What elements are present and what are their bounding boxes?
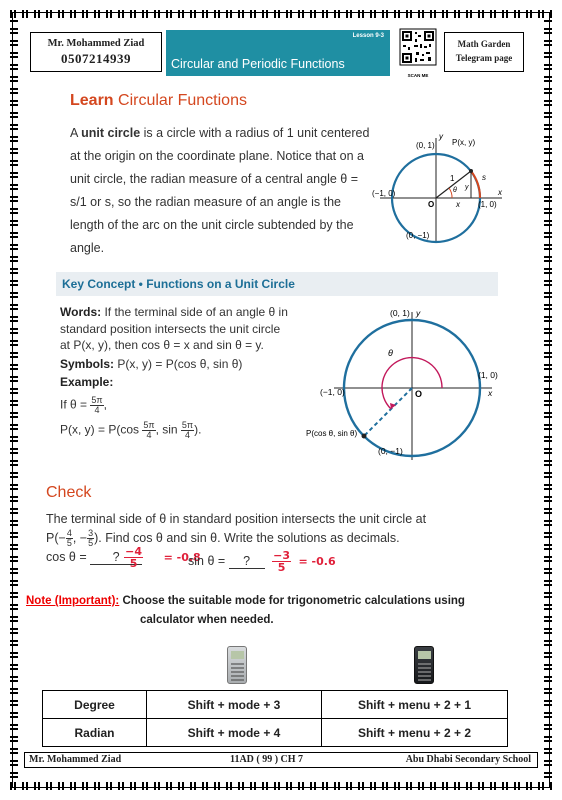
- d1-label-theta: θ: [453, 187, 457, 194]
- cos-decimal: = -0.8: [163, 551, 201, 564]
- qr-code-icon: [396, 28, 440, 70]
- calc1-cell: Shift + mode + 4: [147, 719, 322, 747]
- kc-frac-theta: [90, 396, 103, 415]
- d1-label-one: 1: [450, 174, 455, 183]
- d1-label-right: (1, 0): [478, 200, 497, 209]
- kc-example-if-text: If θ =: [60, 397, 88, 412]
- kc-frac-den: 4: [94, 404, 100, 415]
- d2-label-right: (1, 0): [478, 370, 498, 380]
- kc-frac-num: 5π: [91, 394, 103, 405]
- author-phone: 0507214939: [61, 51, 131, 66]
- sin-label: sin θ =: [188, 553, 229, 568]
- check-problem: [46, 510, 506, 548]
- d1-label-top: (0, 1): [416, 141, 435, 150]
- footer-school: Abu Dhabi Secondary School: [405, 754, 531, 765]
- cos-label: cos θ =: [46, 550, 91, 564]
- mode-cell: Degree: [43, 691, 147, 719]
- kc-frac-sin-num: 5π: [181, 419, 194, 430]
- calc1-cell: Shift + mode + 3: [147, 691, 322, 719]
- qr-code[interactable]: [396, 28, 440, 78]
- mode-cell: Radian: [43, 719, 147, 747]
- kc-symbols-label: Symbols:: [60, 356, 115, 371]
- d1-label-x: x: [456, 200, 460, 209]
- check-text-line2: [46, 529, 506, 548]
- table-row: [43, 691, 508, 719]
- kc-frac-sin-den: 4: [185, 429, 191, 440]
- sin-handwritten-frac: [272, 550, 291, 573]
- sin-decimal: = -0.6: [298, 554, 336, 568]
- kc-example-if: If θ = $\frac{5\pi}{4}$ ,: [60, 394, 107, 415]
- note-label: Note (Important):: [26, 595, 120, 607]
- cos-ans-num: −4: [125, 545, 142, 558]
- author-box: [30, 32, 162, 72]
- d2-label-x: x: [488, 388, 493, 398]
- kc-frac-sin: [181, 421, 194, 440]
- kc-words-label: Words:: [60, 305, 102, 319]
- telegram-line1: Math Garden: [457, 39, 511, 49]
- d2-label-top: (0, 1): [390, 308, 410, 318]
- calc2-cell: Shift + menu + 2 + 2: [322, 719, 508, 747]
- d2-label-theta: θ: [388, 348, 393, 358]
- note-text2: calculator when needed.: [140, 614, 274, 626]
- telegram-line2: Telegram page: [455, 53, 513, 63]
- check-p-label: P(−: [46, 531, 66, 545]
- calculator-modes-table: [42, 690, 508, 747]
- d1-label-x-axis: x: [498, 188, 502, 197]
- calculator-black-icon: [414, 646, 434, 684]
- cos-handwritten-frac: [124, 546, 143, 569]
- kc-example-sin: , sin: [155, 422, 181, 437]
- lesson-title: Circular and Periodic Functions: [171, 57, 345, 71]
- kc-example-px: P(x, y) = P(cos: [60, 422, 143, 437]
- lesson-number: Lesson 9-3: [352, 33, 384, 39]
- d1-label-yseg: y: [465, 184, 469, 191]
- check-sep: , −: [72, 531, 88, 545]
- footer-author: Mr. Mohammed Ziad: [29, 754, 122, 765]
- check-y-den: 5: [88, 538, 94, 549]
- d2-label-y: y: [416, 308, 421, 318]
- cos-blank-mark: ?: [112, 550, 120, 564]
- kc-example-label-text: Example:: [60, 375, 114, 389]
- d1-label-s: s: [482, 173, 486, 182]
- table-row: [43, 719, 508, 747]
- unit-circle-example-diagram: [304, 304, 504, 464]
- calc2-cell: Shift + menu + 2 + 1: [322, 691, 508, 719]
- telegram-box: [444, 32, 524, 72]
- calculator-silver-icon: [227, 646, 247, 684]
- d2-label-o: O: [415, 389, 423, 399]
- check-text-line1: The terminal side of θ in standard position intersects the unit circle at: [46, 512, 427, 526]
- key-concept-header: Key Concept • Functions on a Unit Circle: [56, 272, 498, 296]
- kc-words: [60, 304, 290, 354]
- d1-label-y: y: [439, 132, 443, 141]
- kc-frac-cos: [142, 421, 155, 440]
- kc-frac-cos-den: 4: [146, 429, 152, 440]
- learn-paragraph: [70, 122, 378, 260]
- unit-circle-term: unit circle: [81, 126, 141, 140]
- sin-blank[interactable]: [229, 554, 265, 569]
- check-text2: ). Find cos θ and sin θ. Write the solutions as decimals.: [94, 531, 400, 545]
- note-text1: Choose the suitable mode for trigonometric calculations using: [119, 595, 465, 607]
- d1-label-o: O: [428, 200, 435, 209]
- d2-label-left: (−1, 0): [320, 387, 345, 397]
- sin-ans-num: −3: [273, 549, 291, 562]
- lesson-banner: [166, 30, 390, 76]
- d1-label-bottom: (0, −1): [406, 231, 430, 240]
- check-frac-x: [66, 529, 73, 548]
- learn-label: Learn: [70, 92, 114, 109]
- d1-label-left: (−1, 0): [372, 189, 396, 198]
- unit-circle-diagram: [372, 128, 512, 244]
- check-heading: Check: [46, 484, 92, 501]
- check-x-den: 5: [66, 538, 72, 549]
- cos-ans-den: 5: [129, 557, 138, 570]
- d1-label-p: P(x, y): [452, 138, 476, 147]
- footer: [24, 752, 538, 768]
- learn-heading: [70, 92, 247, 110]
- kc-example-close: ).: [194, 422, 202, 437]
- kc-frac-cos-num: 5π: [143, 419, 155, 430]
- author-name: Mr. Mohammed Ziad: [47, 38, 145, 49]
- cos-blank[interactable]: [90, 545, 142, 570]
- kc-symbols: [60, 356, 290, 373]
- d2-label-bottom: (0, −1): [378, 446, 403, 456]
- kc-symbols-text: P(x, y) = P(cos θ, sin θ): [114, 356, 243, 371]
- cos-answer: [46, 545, 201, 570]
- sin-answer: [188, 550, 336, 573]
- check-y-num: 3: [88, 528, 94, 539]
- key-concept-body: [60, 304, 290, 440]
- learn-text-rest: is a circle with a radius of 1 unit centered at the origin on the coordinate plane. Notice that on a unit circle, the radian measure of a central angle θ = s/1 or s, so the radian measure of an angle is the length of the arc on the unit circle subtended by the angle.: [70, 126, 370, 255]
- kc-words-text: If the terminal side of an angle θ in standard position intersects the unit circle at P(x, y), then cos θ = x and sin θ = y.: [60, 305, 288, 352]
- footer-code: 11AD ( 99 ) CH 7: [230, 754, 304, 765]
- important-note: [26, 592, 465, 630]
- d2-label-p: P(cos θ, sin θ): [306, 429, 358, 438]
- qr-caption: SCAN ME: [407, 73, 429, 78]
- kc-example-label: [60, 374, 290, 391]
- sin-ans-den: 5: [277, 561, 286, 574]
- kc-example-point: [60, 421, 290, 440]
- sin-blank-mark: ?: [243, 553, 251, 568]
- learn-text-start: A: [70, 126, 82, 140]
- check-x-num: 4: [66, 528, 72, 539]
- learn-title: Circular Functions: [118, 92, 247, 109]
